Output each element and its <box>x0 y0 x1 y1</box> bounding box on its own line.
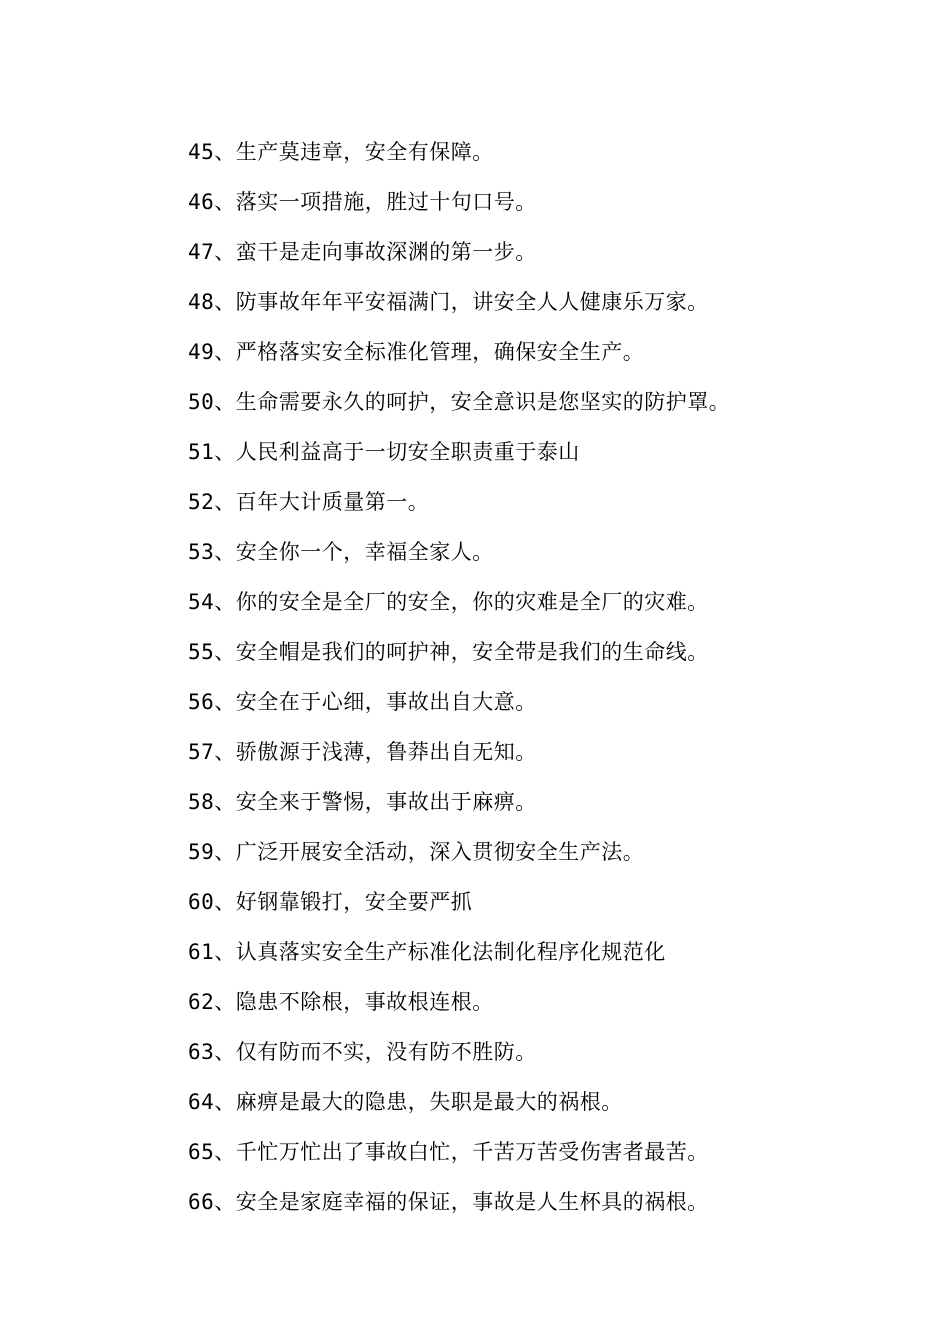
list-item: 66、安全是家庭幸福的保证，事故是人生杯具的祸根。 <box>188 1190 709 1214</box>
list-item: 60、好钢靠锻打，安全要严抓 <box>188 890 473 914</box>
slogan-list <box>188 137 730 1237</box>
list-item: 61、认真落实安全生产标准化法制化程序化规范化 <box>188 940 666 964</box>
list-item: 59、广泛开展安全活动，深入贯彻安全生产法。 <box>188 840 645 864</box>
list-item: 49、严格落实安全标准化管理，确保安全生产。 <box>188 340 645 364</box>
list-item: 54、你的安全是全厂的安全，你的灾难是全厂的灾难。 <box>188 590 709 614</box>
list-item: 62、隐患不除根，事故根连根。 <box>188 990 494 1014</box>
list-item: 63、仅有防而不实，没有防不胜防。 <box>188 1040 537 1064</box>
list-item: 55、安全帽是我们的呵护神，安全带是我们的生命线。 <box>188 640 709 664</box>
list-item: 48、防事故年年平安福满门，讲安全人人健康乐万家。 <box>188 290 709 314</box>
list-item: 52、百年大计质量第一。 <box>188 490 430 514</box>
list-item: 64、麻痹是最大的隐患，失职是最大的祸根。 <box>188 1090 623 1114</box>
list-item: 51、人民利益高于一切安全职责重于泰山 <box>188 440 580 464</box>
list-item: 58、安全来于警惕，事故出于麻痹。 <box>188 790 537 814</box>
list-item: 46、落实一项措施，胜过十句口号。 <box>188 190 537 214</box>
list-item: 50、生命需要永久的呵护，安全意识是您坚实的防护罩。 <box>188 390 731 414</box>
list-item: 53、安全你一个，幸福全家人。 <box>188 540 494 564</box>
list-item: 45、生产莫违章，安全有保障。 <box>188 140 494 164</box>
list-item: 65、千忙万忙出了事故白忙，千苦万苦受伤害者最苦。 <box>188 1140 709 1164</box>
list-item: 56、安全在于心细，事故出自大意。 <box>188 690 537 714</box>
list-item: 57、骄傲源于浅薄，鲁莽出自无知。 <box>188 740 537 764</box>
list-item: 47、蛮干是走向事故深渊的第一步。 <box>188 240 537 264</box>
